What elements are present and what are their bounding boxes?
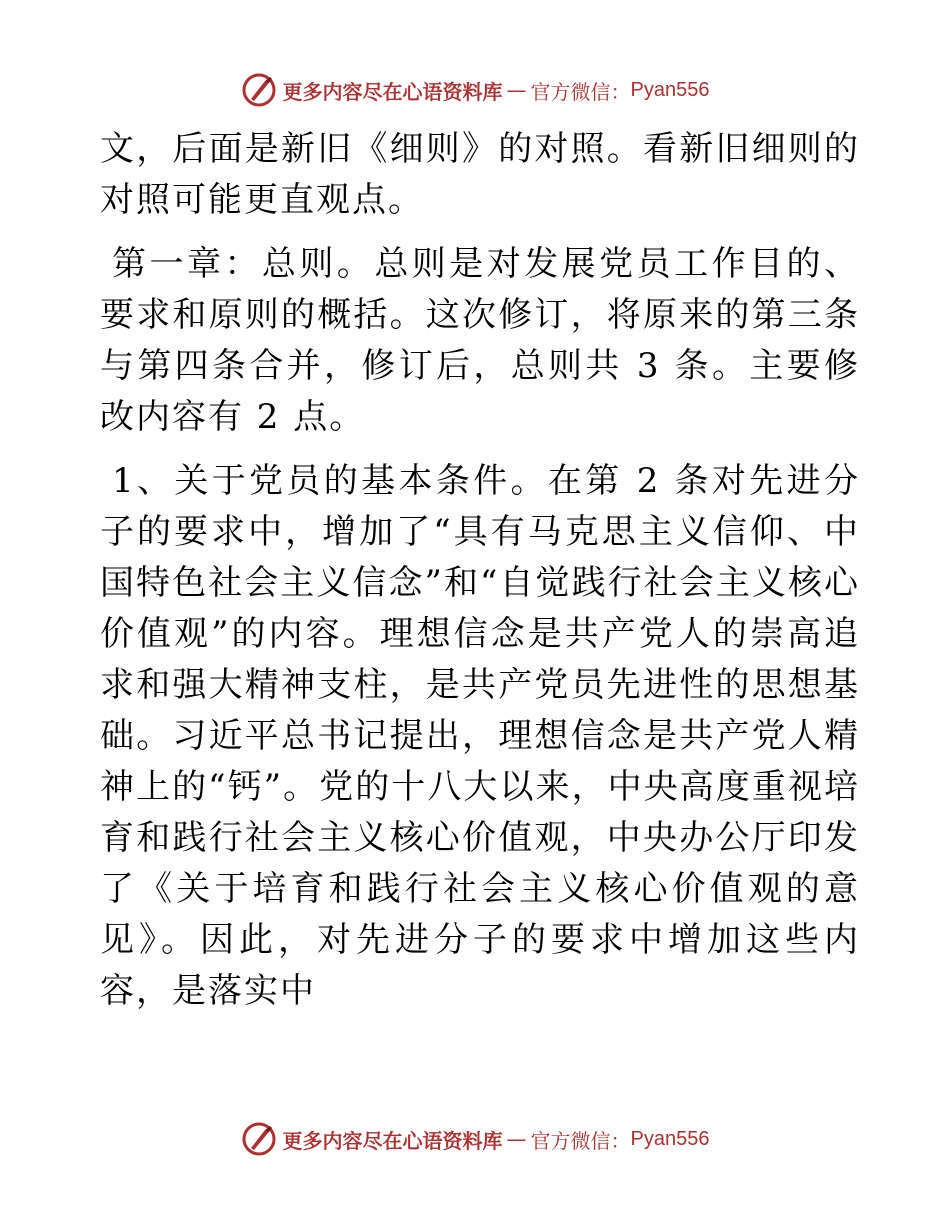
watermark-wechat-id: Pyan556 [630, 78, 710, 101]
watermark-brand: 更多内容尽在心语资料库 [282, 1128, 503, 1153]
header-watermark [0, 70, 950, 110]
paragraph-basic-conditions: 1、关于党员的基本条件。在第 2 条对先进分子的要求中，增加了“具有马克思主义信仰、中国特色社会主义信念”和“自觉践行社会主义核心价值观”的内容。理想信念是共产党人的崇高追求和强大精神支柱，是共产党员先进性的思想基础。习近平总书记提出，理想信念是共产党人精神上的“钙”。党的十八大以来，中央高度重视培育和践行社会主义核心价值观，中央办公厅印发了《关于培育和践行社会主义核心价值观的意见》。因此，对先进分子的要求中增加这些内容，是落实中 [100, 461, 860, 1011]
watermark-wechat-label: 官方微信： [530, 1128, 631, 1153]
watermark-separator: — [506, 78, 527, 102]
document-body [100, 124, 860, 1030]
footer-watermark [0, 1119, 950, 1159]
paragraph-comparison-note: 文，后面是新旧《细则》的对照。看新旧细则的对照可能更直观点。 [100, 129, 860, 220]
watermark-wechat-id: Pyan556 [630, 1127, 710, 1150]
watermark-brand: 更多内容尽在心语资料库 [282, 79, 503, 104]
watermark-separator: — [506, 1127, 527, 1151]
quill-pen-logo-icon [241, 72, 277, 108]
quill-pen-logo-icon [241, 1121, 277, 1157]
watermark-wechat-label: 官方微信： [530, 79, 631, 104]
paragraph-chapter-one: 第一章：总则。总则是对发展党员工作目的、要求和原则的概括。这次修订，将原来的第三条与第四条合并，修订后，总则共 3 条。主要修改内容有 2 点。 [100, 244, 860, 437]
